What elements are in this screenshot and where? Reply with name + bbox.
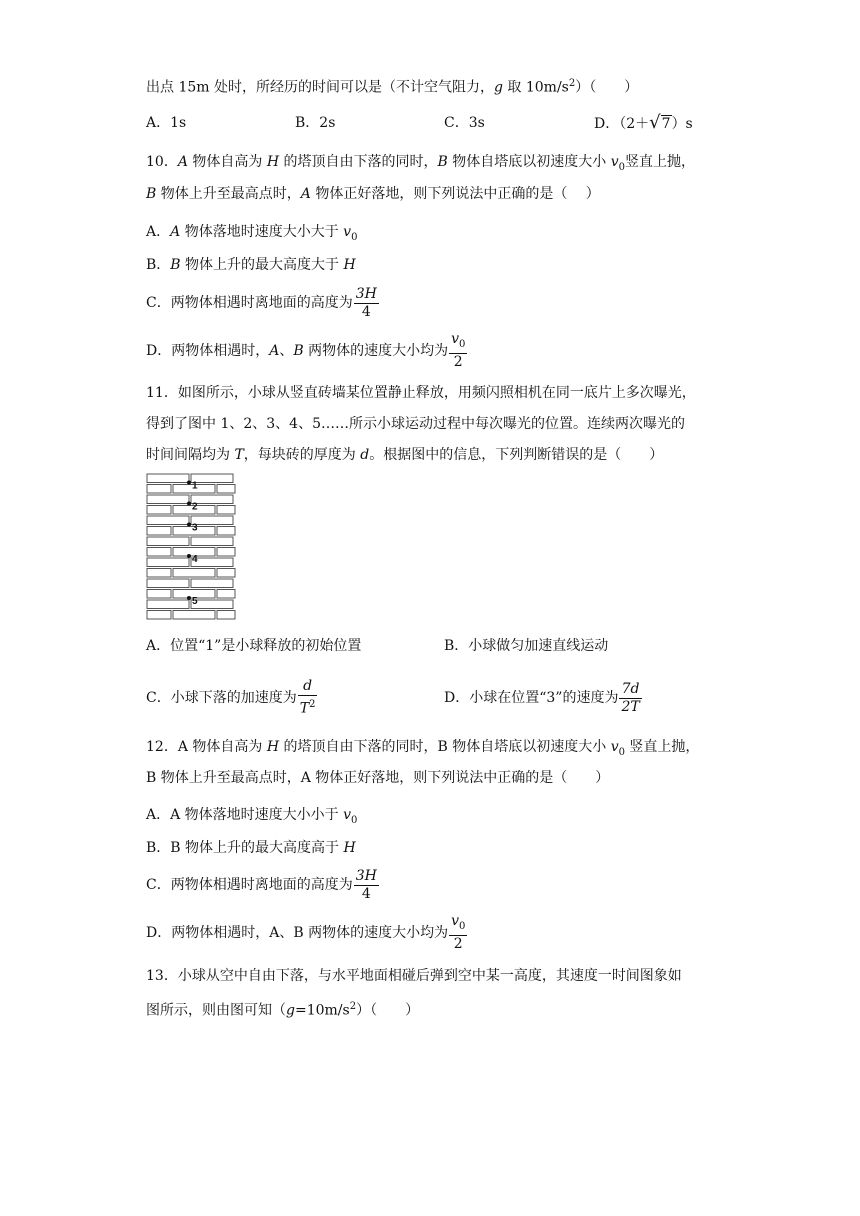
brick <box>217 506 235 515</box>
brick <box>147 579 189 588</box>
brick <box>147 516 189 525</box>
q12-option-d: D．两物体相遇时，A、B 两物体的速度大小均为 $\frac{v_0}{2}$ <box>146 913 466 952</box>
q12-option-a: A．A 物体落地时速度大小小于 $v_0$ <box>146 807 358 826</box>
brick-wall-figure <box>145 472 237 624</box>
q10-option-d: D．两物体相遇时，A、B 两物体的速度大小均为 $\frac{v_0}{2}$ <box>146 331 466 370</box>
brick <box>147 527 171 536</box>
ball-position-label: 5 <box>192 596 198 607</box>
brick <box>147 537 189 546</box>
fraction: $\frac{v_0}{2}$ <box>451 913 466 952</box>
ball-position-dot <box>187 502 191 506</box>
brick <box>147 600 189 609</box>
q9-option-d: D．（2＋√7）s <box>594 112 693 133</box>
q12-option-b: B．B 物体上升的最大高度高于 H <box>146 840 356 856</box>
ball-position-label: 1 <box>192 480 198 492</box>
ball-position-label: 3 <box>192 522 198 534</box>
fraction: $\frac{7d}{2T}$ <box>621 680 640 715</box>
brick <box>217 569 235 578</box>
brick <box>217 485 235 494</box>
q12-stem-line2: B 物体上升至最高点时，A 物体正好落地，则下列说法中正确的是（ ） <box>146 770 610 786</box>
q13-stem-line2: 图所示，则由图可知$(g=10m/s^2)$（ ） <box>146 1001 420 1019</box>
q11-option-d: D．小球在位置“3”的速度为 $\frac{7d}{2T}$ <box>444 680 640 715</box>
ball-position-dot <box>187 554 191 558</box>
fraction: $\frac{d}{T^2}$ <box>299 678 316 717</box>
brick <box>217 611 235 620</box>
ball-position-dot <box>187 596 191 600</box>
q13-stem-line1: 13．小球从空中自由下落，与水平地面相碰后弹到空中某一高度，其速度一时间图象如 <box>146 968 682 984</box>
q11-stem-line2: 得到了图中 1、2、3、4、5……所示小球运动过程中每次曝光的位置。连续两次曝光的 <box>146 416 685 432</box>
q11-option-b: B．小球做匀加速直线运动 <box>444 638 609 654</box>
brick <box>147 495 189 504</box>
q10-option-b: B．B 物体上升的最大高度大于 H <box>146 257 356 273</box>
brick <box>173 611 215 620</box>
q10-stem-line1: 10．A 物体自高为 H 的塔顶自由下落的同时，B 物体自塔底以初速度大小 $v_0$竖直上抛， <box>146 154 696 173</box>
q9-option-a: A．1s <box>146 115 187 131</box>
q12-option-c: C．两物体相遇时离地面的高度为 $\frac{3H}{4}$ <box>146 867 377 902</box>
q11-option-c: C．小球下落的加速度为 $\frac{d}{T^2}$ <box>146 678 316 717</box>
q9-option-b: B．2s <box>295 115 336 131</box>
q11-stem-line3: 时间间隔均为 T，每块砖的厚度为 d。根据图中的信息，下列判断错误的是（ ） <box>146 447 664 463</box>
q10-stem-line2: B 物体上升至最高点时，A 物体正好落地，则下列说法中正确的是（ ） <box>146 186 600 202</box>
brick <box>147 485 171 494</box>
brick <box>173 569 215 578</box>
q9-option-c: C．3s <box>444 115 485 131</box>
brick <box>191 537 233 546</box>
brick <box>191 579 233 588</box>
q12-stem-line1: 12．A 物体自高为 H 的塔顶自由下落的同时，B 物体自塔底以初速度大小 $v_0$ 竖直上抛， <box>146 739 700 758</box>
brick <box>147 611 171 620</box>
ball-position-dot <box>187 523 191 527</box>
fraction: $\frac{v_0}{2}$ <box>451 331 466 370</box>
brick <box>147 474 189 483</box>
q11-option-a: A．位置“1”是小球释放的初始位置 <box>146 638 362 654</box>
fraction: $\frac{3H}{4}$ <box>355 867 377 902</box>
brick <box>147 506 171 515</box>
brick <box>147 558 189 567</box>
q10-option-a: A．A 物体落地时速度大小大于 $v_0$ <box>146 224 358 243</box>
ball-position-dot <box>187 481 191 485</box>
q10-option-c: C．两物体相遇时离地面的高度为 $\frac{3H}{4}$ <box>146 285 377 320</box>
ball-position-label: 4 <box>192 554 198 565</box>
brick <box>147 548 171 557</box>
brick <box>147 590 171 599</box>
brick <box>147 569 171 578</box>
fraction: $\frac{3H}{4}$ <box>355 285 377 320</box>
q9-stem: 出点 15m 处时，所经历的时间可以是（不计空气阻力，g 取 $10m/s^2$）（ ） <box>146 78 639 96</box>
ball-position-label: 2 <box>192 501 198 513</box>
brick <box>217 527 235 536</box>
q11-stem-line1: 11．如图所示，小球从竖直砖墙某位置静止释放，用频闪照相机在同一底片上多次曝光， <box>146 385 696 401</box>
brick <box>217 548 235 557</box>
brick <box>217 590 235 599</box>
